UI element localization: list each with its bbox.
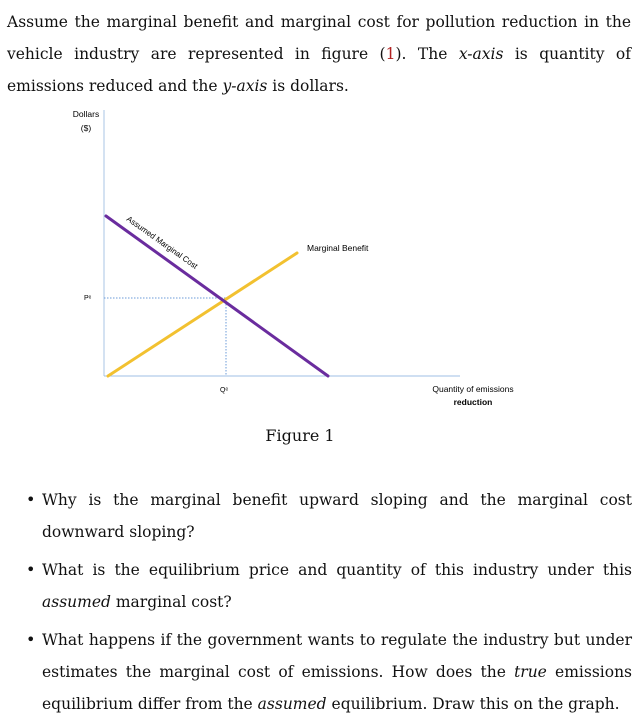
x-axis-label-line1: Quantity of emissions [432,384,514,394]
question-3 [0,624,632,720]
figure-reference-link[interactable]: 1 [385,45,396,63]
question-3-text-3: equilibrium. Draw this on the graph. [326,695,620,713]
equilibrium-quantity-label: Qᵉ [220,387,229,394]
marginal-benefit-label: Marginal Benefit [307,243,369,253]
y-axis-label-line1: Dollars [72,109,100,119]
intro-text-2: ). The [395,45,459,63]
intro-text-4: is dollars. [267,77,349,95]
question-3-text-1: What happens if the government wants to regulate the industry but under estimates the marginal cost of emissions. How does the [42,631,632,681]
assumed-marginal-cost-line [106,216,328,376]
question-2-emphasis: assumed [42,593,111,611]
intro-text-1: Assume the marginal benefit and marginal cost for pollution reduction in the vehicle industry are represented in figure ( [7,13,631,63]
intro-text-3: is quantity of emissions reduced and the [7,45,631,95]
question-3-emphasis-2: assumed [257,695,327,713]
question-2 [0,554,632,618]
question-3-text-2: emissions equilibrium differ from the [42,663,633,713]
question-1 [0,484,632,548]
figure-caption: Figure 1 [265,426,335,445]
question-1-text: Why is the marginal benefit upward sloping and the marginal cost downward sloping? [42,491,632,541]
question-3-emphasis-1: true [514,663,547,681]
equilibrium-price-label: Pᵉ [84,295,92,302]
question-2-text-2: marginal cost? [110,593,232,611]
question-list [0,484,632,726]
y-axis-label-line2: ($) [80,123,92,133]
question-2-text-1: What is the equilibrium price and quantity of this industry under this [42,561,632,579]
figure-1-chart [0,100,600,420]
x-axis-term: x-axis [458,45,504,63]
intro-paragraph [7,6,631,102]
marginal-benefit-line [108,253,297,376]
x-axis-label-line2: reduction [453,397,493,407]
y-axis-term: y-axis [222,77,268,95]
assumed-marginal-cost-label: Assumed Marginal Cost [124,214,200,271]
